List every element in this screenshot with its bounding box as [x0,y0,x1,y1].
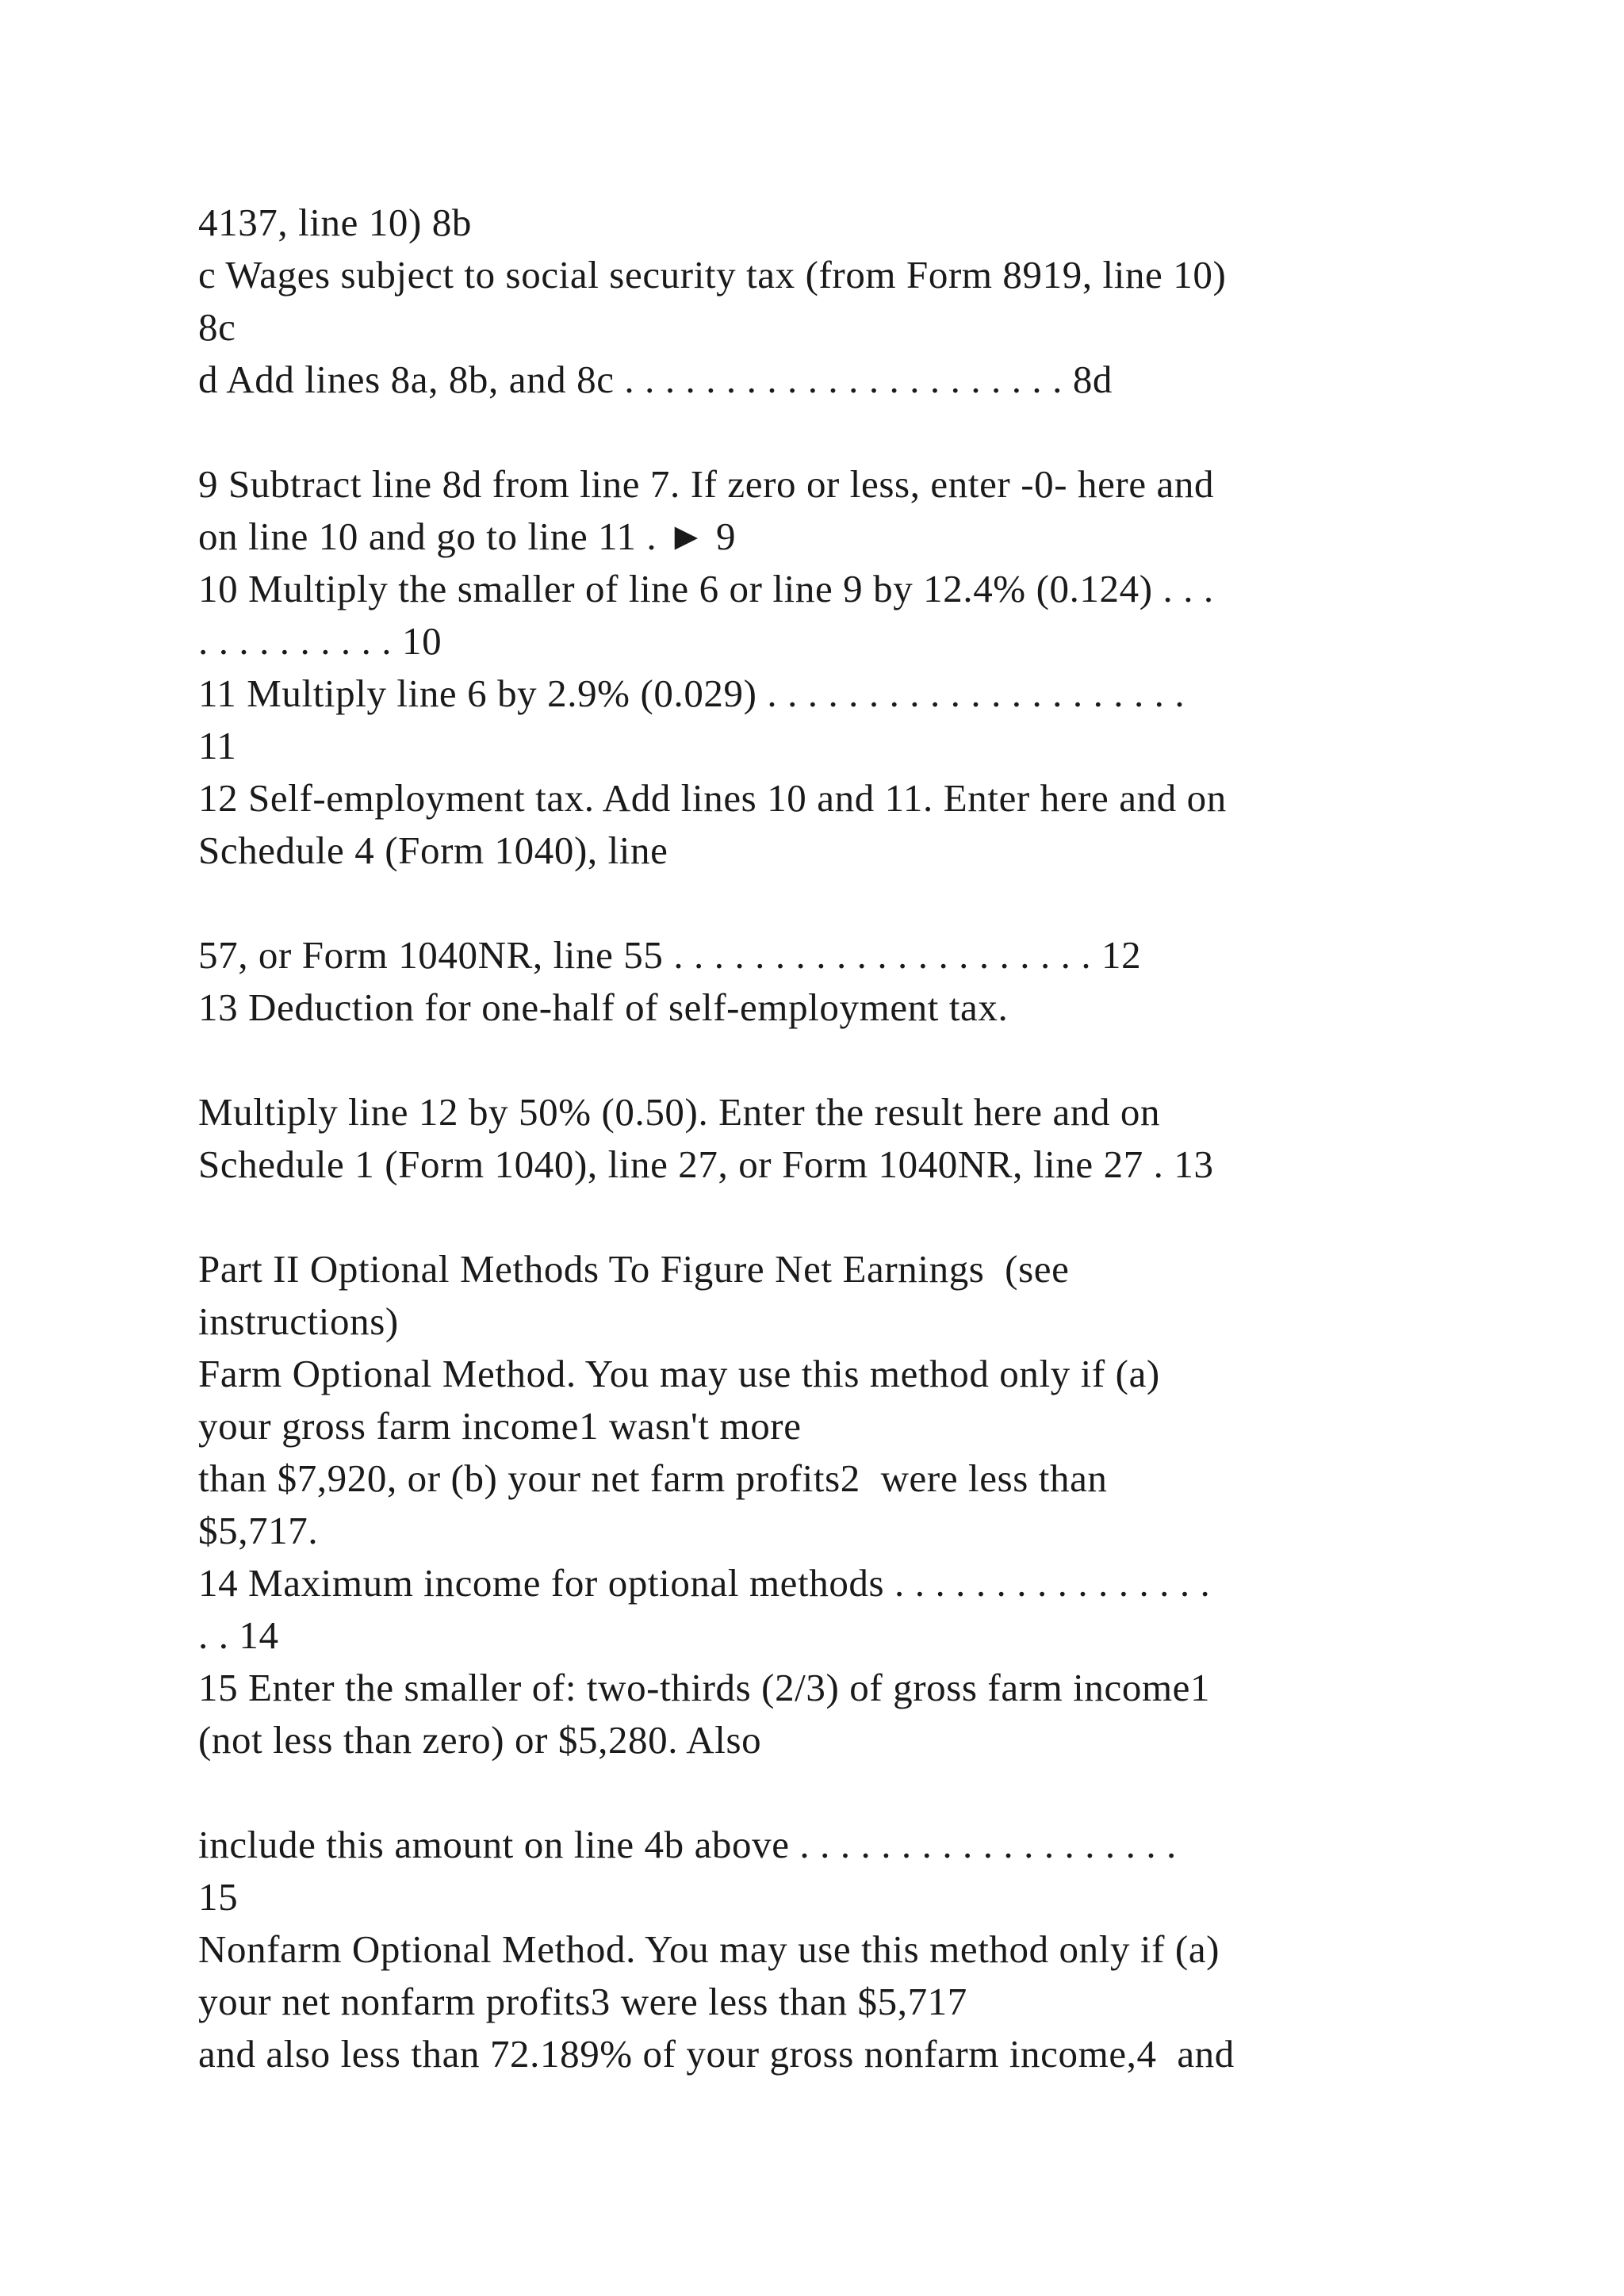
text-line: . . 14 [198,1613,279,1657]
text-line: your net nonfarm profits3 were less than $5,717 [198,1980,967,2023]
text-line: 8c [198,305,236,349]
text-line: Schedule 4 (Form 1040), line [198,828,668,872]
text-line: 12 Self-employment tax. Add lines 10 and 11. Enter here and on [198,776,1227,820]
blank-line [198,1034,1451,1086]
document-text [198,197,1451,2080]
text-line: and also less than 72.189% of your gross nonfarm income,4 and [198,2032,1235,2076]
text-line: d Add lines 8a, 8b, and 8c . . . . . . . . . . . . . . . . . . . . . . 8d [198,358,1113,401]
text-line: 15 [198,1875,239,1919]
text-line: (not less than zero) or $5,280. Also [198,1718,762,1762]
blank-line [198,1191,1451,1243]
text-line: 11 [198,724,237,767]
text-line: . . . . . . . . . . 10 [198,619,442,663]
blank-line [198,406,1451,458]
text-line: c Wages subject to social security tax (from Form 8919, line 10) [198,253,1227,297]
text-line: on line 10 and go to line 11 . ► 9 [198,515,737,558]
text-line: 15 Enter the smaller of: two-thirds (2/3) of gross farm income1 [198,1666,1211,1709]
text-line: 13 Deduction for one-half of self-employment tax. [198,985,1009,1029]
text-line: Farm Optional Method. You may use this method only if (a) [198,1352,1160,1395]
text-line: 9 Subtract line 8d from line 7. If zero or less, enter -0- here and [198,462,1215,506]
text-line: Schedule 1 (Form 1040), line 27, or Form 1040NR, line 27 . 13 [198,1142,1214,1186]
text-line: 14 Maximum income for optional methods . . . . . . . . . . . . . . . . [198,1561,1211,1605]
text-line: your gross farm income1 wasn't more [198,1404,802,1448]
text-line: 11 Multiply line 6 by 2.9% (0.029) . . . . . . . . . . . . . . . . . . . . . [198,672,1185,715]
text-line: Multiply line 12 by 50% (0.50). Enter the result here and on [198,1090,1161,1134]
text-line: include this amount on line 4b above . . . . . . . . . . . . . . . . . . . [198,1823,1177,1866]
text-line: Nonfarm Optional Method. You may use this method only if (a) [198,1927,1220,1971]
text-line: 57, or Form 1040NR, line 55 . . . . . . . . . . . . . . . . . . . . . 12 [198,933,1142,977]
text-line: 10 Multiply the smaller of line 6 or line 9 by 12.4% (0.124) . . . [198,567,1214,610]
text-line: 4137, line 10) 8b [198,201,472,244]
text-line: than $7,920, or (b) your net farm profits2 were less than [198,1456,1108,1500]
text-line: instructions) [198,1299,399,1343]
text-line: $5,717. [198,1509,319,1552]
section-heading: Part II Optional Methods To Figure Net Earnings (see [198,1247,1070,1291]
blank-line [198,1766,1451,1819]
blank-line [198,877,1451,929]
